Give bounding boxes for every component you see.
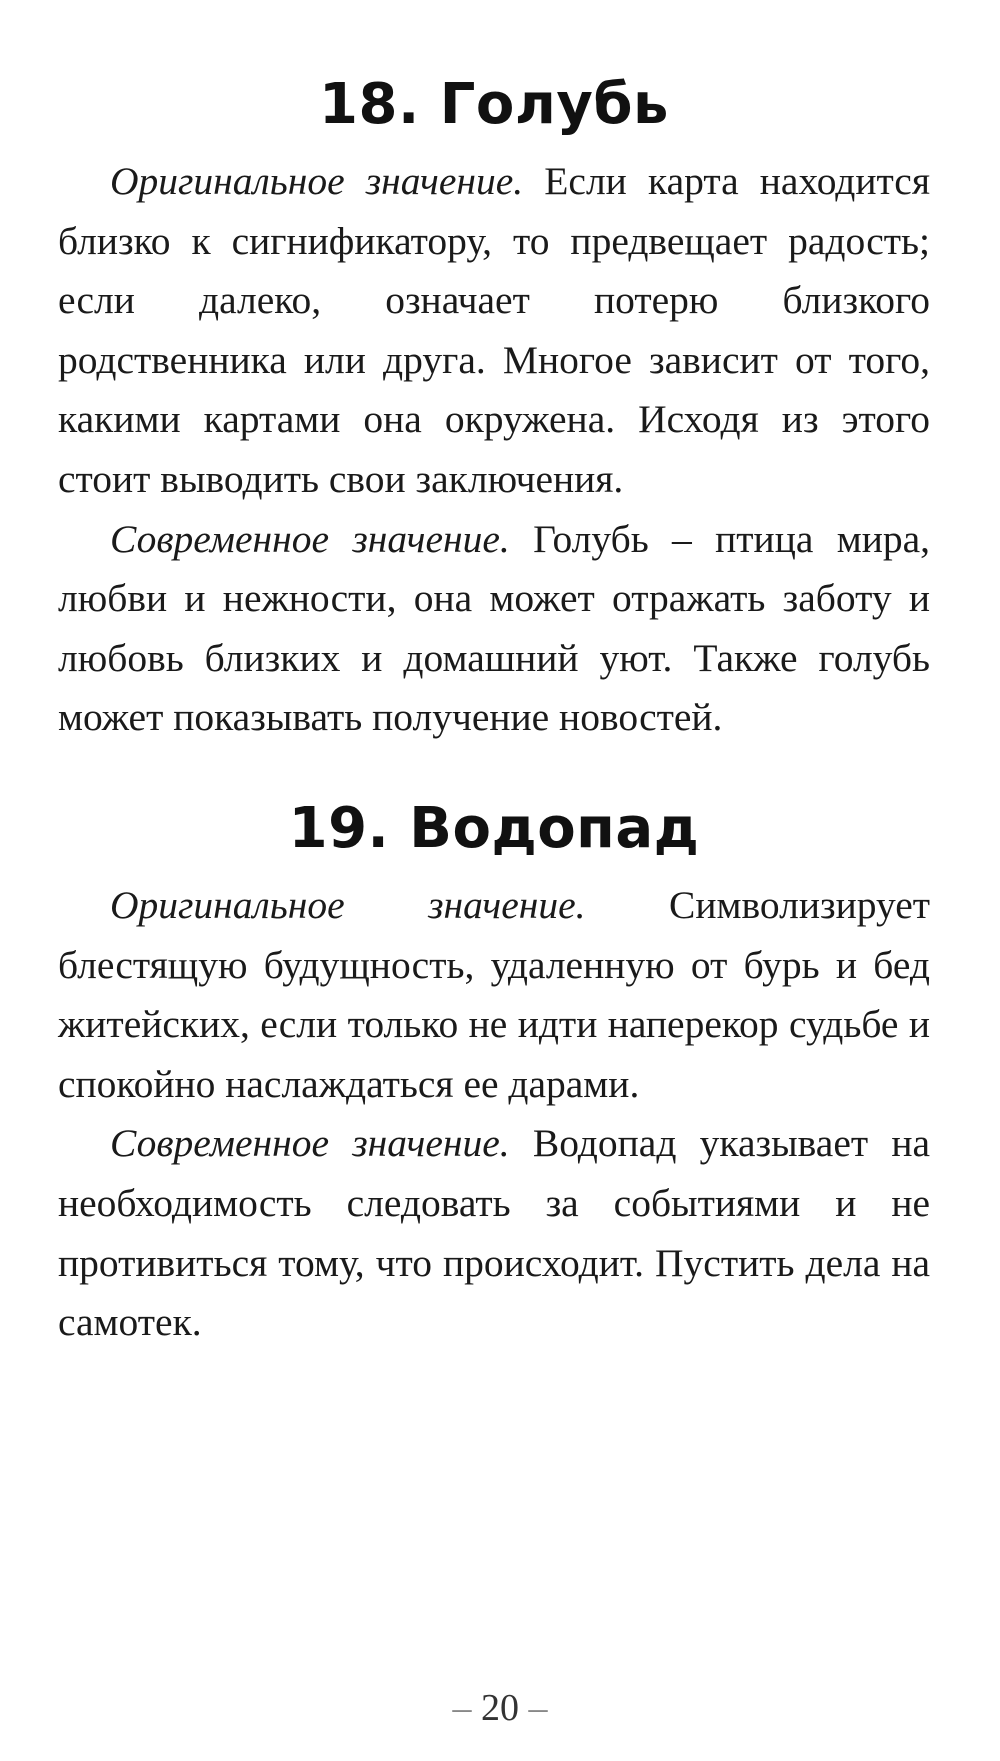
paragraph-lead: Оригинальное значение.	[110, 159, 524, 203]
page-number-dash-left: –	[452, 1687, 472, 1729]
paragraph-text: Символизирует блестящую будущность, удаленную от бурь и бед житейских, если только не идти наперекор судьбе и спокойно наслаждаться ее дарами.	[58, 882, 930, 1106]
paragraph-modern-meaning	[58, 510, 930, 748]
page-content	[58, 70, 930, 1353]
paragraph-original-meaning	[58, 876, 930, 1114]
paragraph-text: Водопад указывает на необходимость следовать за событиями и не противиться тому, что происходит. Пустить дела на самотек.	[58, 1121, 931, 1345]
page-number-dash-right: –	[528, 1687, 548, 1729]
paragraph-modern-meaning	[58, 1114, 930, 1352]
section-waterfall	[58, 794, 930, 1353]
paragraph-text: Если карта находится близко к сигнификатору, то предвещает радость; если далеко, означает потерю близкого родственника или друга. Многое зависит от того, какими картами она окружена. Исходя из этого стоит выводить свои заключения.	[58, 159, 930, 501]
page-number	[0, 1688, 1000, 1728]
paragraph-lead: Оригинальное значение.	[110, 882, 586, 927]
page-number-value: 20	[481, 1687, 519, 1729]
paragraph-text: Голубь – птица мира, любви и нежности, она может отражать заботу и любовь близких и домашний уют. Также голубь может показывать получение новостей.	[58, 516, 930, 740]
paragraph-lead: Современное значение.	[110, 1121, 510, 1166]
section-dove	[58, 70, 930, 748]
paragraph-lead: Современное значение.	[110, 516, 510, 561]
section-heading: 18. Голубь	[319, 72, 669, 137]
paragraph-original-meaning	[58, 152, 930, 510]
section-heading: 19. Водопад	[288, 795, 700, 861]
